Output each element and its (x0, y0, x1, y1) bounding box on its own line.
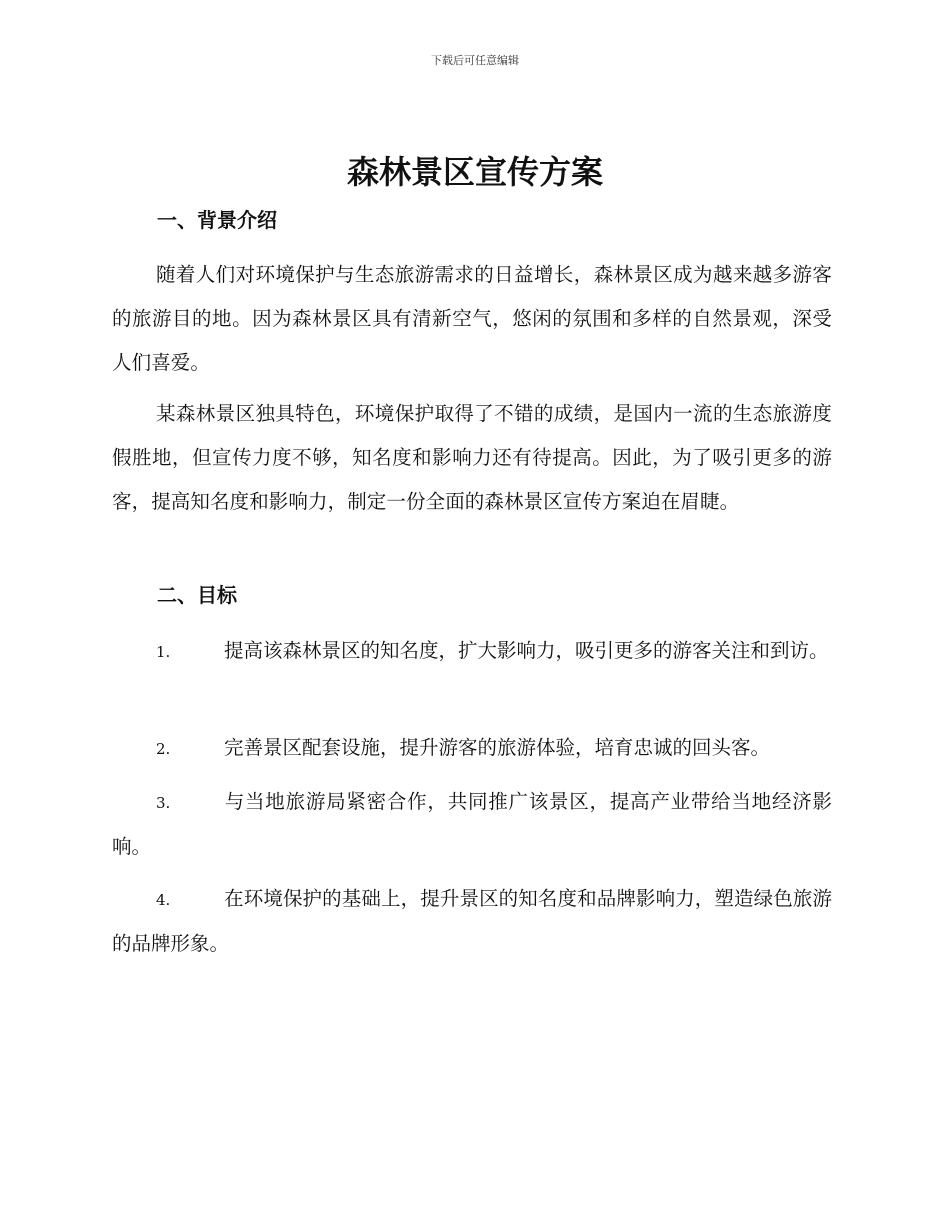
background-paragraph-1: 随着人们对环境保护与生态旅游需求的日益增长，森林景区成为越来越多游客的旅游目的地。因为森林景区具有清新空气，悠闲的氛围和多样的自然景观，深受人们喜爱。 (112, 263, 832, 374)
page-header: 下载后可任意编辑 (431, 54, 519, 67)
goal-number: 3. (156, 794, 171, 812)
section-heading-goals: 二、目标 (157, 583, 237, 607)
background-paragraph-2: 某森林景区独具特色，环境保护取得了不错的成绩，是国内一流的生态旅游度假胜地，但宣传力度不够，知名度和影响力还有待提高。因此，为了吸引更多的游客，提高知名度和影响力，制定一份全面的森林景区宣传方案迫在眉睫。 (112, 402, 832, 513)
goal-text: 与当地旅游局紧密合作，共同推广该景区，提高产业带给当地经济影响。 (112, 790, 832, 858)
goal-text: 完善景区配套设施，提升游客的旅游体验，培育忠诚的回头客。 (224, 736, 771, 759)
goal-item-2 (112, 726, 832, 771)
goal-item-3 (112, 780, 832, 869)
document-title: 森林景区宣传方案 (346, 153, 603, 191)
goal-number: 2. (156, 740, 171, 758)
goal-number: 1. (156, 643, 171, 661)
goal-number: 4. (156, 891, 171, 909)
goal-text: 在环境保护的基础上，提升景区的知名度和品牌影响力，塑造绿色旅游的品牌形象。 (112, 887, 832, 955)
section-heading-background: 一、背景介绍 (157, 208, 277, 232)
goal-item-1 (112, 629, 832, 674)
goal-item-4 (112, 877, 832, 966)
goal-text: 提高该森林景区的知名度，扩大影响力，吸引更多的游客关注和到访。 (224, 639, 829, 662)
